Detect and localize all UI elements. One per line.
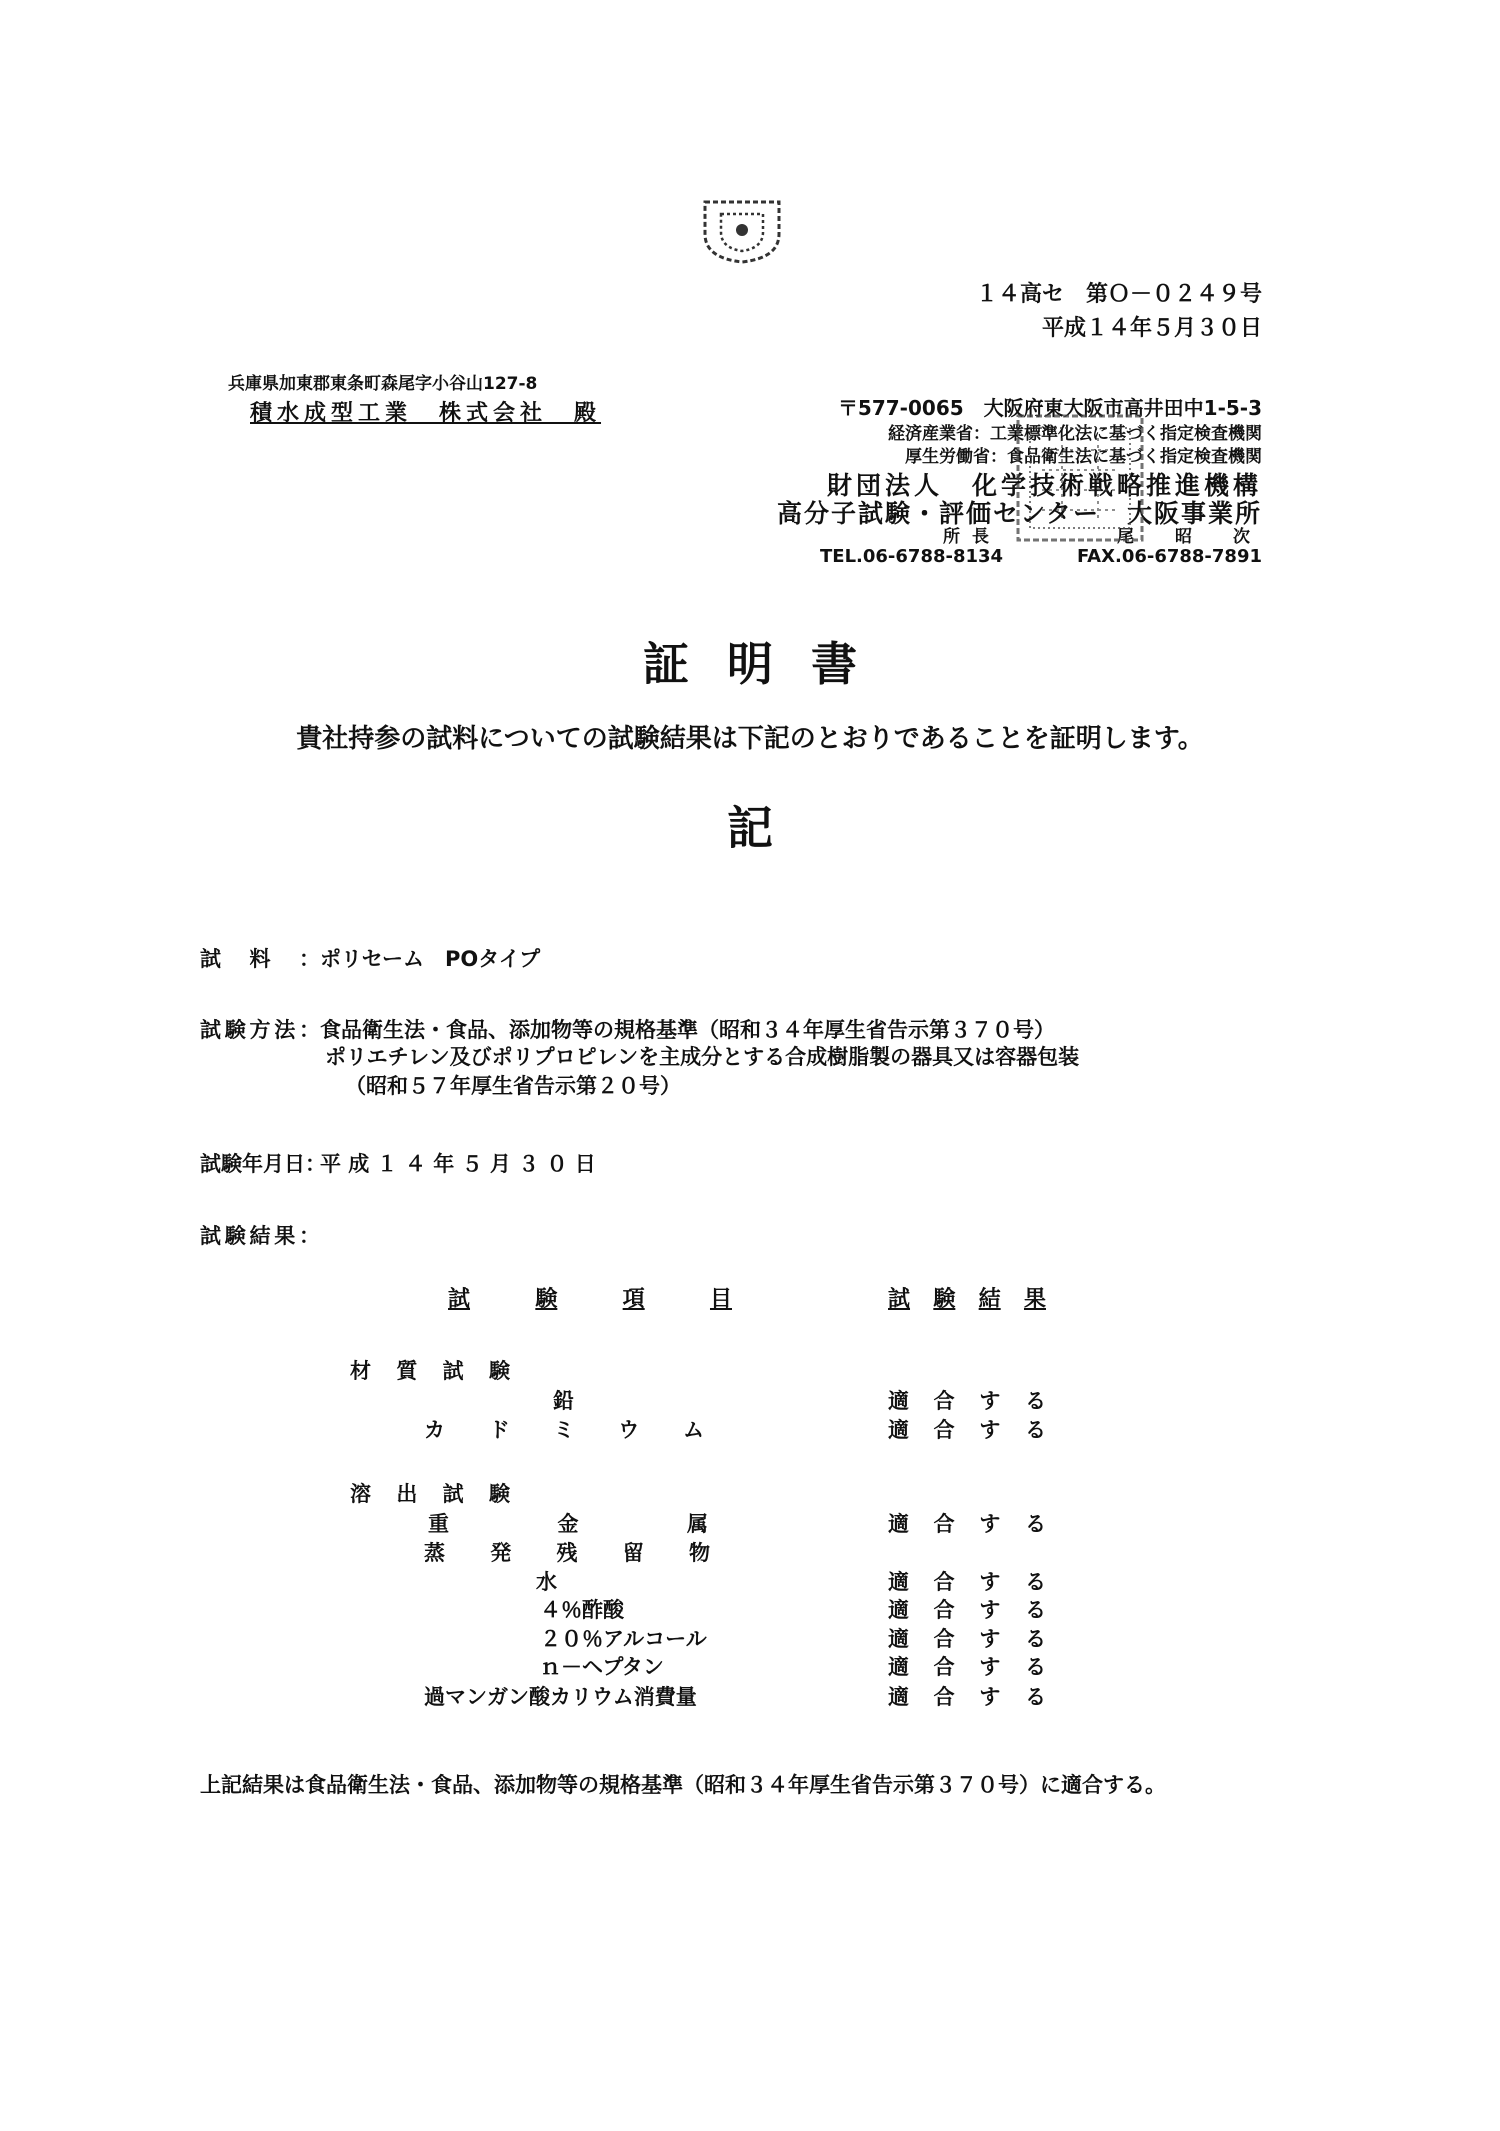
official-stamp-icon [1012,410,1148,546]
char: 果 [1023,1287,1046,1312]
item-lead: 鉛 [553,1389,574,1413]
char: る [1024,1685,1046,1709]
char: 適 [888,1418,909,1442]
item-alcohol: ２０％アルコール [540,1627,707,1651]
result-lead [888,1385,1046,1415]
char: 試 [442,1359,464,1383]
table-header-result [888,1282,1046,1313]
recipient-address: 兵庫県加東郡東条町森尾字小谷山127-8 [228,374,538,394]
char: 適 [888,1685,909,1709]
document-number-block [976,278,1262,346]
item-heptane: ｎ－ヘプタン [540,1655,664,1679]
char: 適 [888,1389,909,1413]
method-line-3: （昭和５７年厚生省告示第２０号） [345,1074,681,1098]
char: 試 [442,1482,464,1506]
issuer-organization: 財団法人 化学技術戦略推進機構 [826,471,1262,500]
document-title: 証明書 [643,637,895,691]
char: 目 [709,1287,732,1312]
issuer-director: 所長 尾 昭 次 [943,527,1262,547]
char: 属 [687,1512,708,1536]
category-elution-test [350,1478,510,1508]
char: ミ [553,1418,575,1442]
category-material-test [350,1355,510,1385]
item-cadmium [424,1414,704,1444]
char: 質 [396,1359,418,1383]
result-acetic-acid [888,1594,1046,1624]
item-water: 水 [536,1570,557,1594]
result-alcohol [888,1623,1046,1653]
char: す [979,1655,1001,1679]
char: 験 [535,1287,558,1312]
char: 験 [933,1287,956,1312]
results-label: 試験結果： [200,1224,320,1248]
method-line-2: ポリエチレン及びポリプロピレンを主成分とする合成樹脂製の器具又は容器包装 [325,1045,1080,1069]
char: 試 [888,1287,911,1312]
sample-label: 試料： [200,947,320,971]
char: ム [683,1418,704,1442]
seal-emblem-icon [697,196,787,266]
char: る [1024,1389,1046,1413]
char: 物 [689,1541,710,1565]
sample-value: ポリセーム POタイプ [320,947,541,971]
char: 適 [888,1570,909,1594]
char: す [979,1627,1001,1651]
char: す [979,1389,1001,1413]
char: 出 [396,1482,418,1506]
char: 合 [933,1685,955,1709]
test-date-label: 試験年月日： [200,1152,326,1176]
char: る [1024,1570,1046,1594]
char: す [979,1685,1001,1709]
char: 合 [933,1570,955,1594]
issuer-contact [820,546,1262,567]
char: 適 [888,1598,909,1622]
issuer-fax: FAX.06-6788-7891 [1076,546,1262,567]
record-heading: 記 [727,801,773,855]
item-acetic-acid: ４％酢酸 [540,1598,624,1622]
recipient-name: 積水成型工業 株式会社 殿 [250,401,602,426]
char: 残 [556,1541,578,1565]
char: ウ [618,1418,640,1442]
certification-statement: 貴社持参の試料についての試験結果は下記のとおりであることを証明します。 [296,724,1204,754]
char: す [979,1418,1001,1442]
char: 項 [622,1287,645,1312]
char: る [1024,1598,1046,1622]
char: る [1024,1512,1046,1536]
char: 合 [933,1598,955,1622]
sample-row [200,943,540,973]
char: 験 [488,1482,510,1506]
result-heptane [888,1651,1046,1681]
char: 合 [933,1418,955,1442]
char: 試 [448,1287,471,1312]
char: 験 [488,1359,510,1383]
document-number: １４高セ 第Ｏ－０２４９号 [975,282,1262,307]
char: 溶 [350,1482,371,1506]
item-kmno4-consumption: 過マンガン酸カリウム消費量 [424,1685,697,1709]
char: カ [424,1418,445,1442]
method-row [200,1014,1055,1044]
method-label: 試験方法： [200,1018,320,1042]
char: 発 [490,1541,512,1565]
char: 合 [933,1512,955,1536]
char: 適 [888,1512,909,1536]
test-date-value: 平 成 １ ４ 年 ５ 月 ３ ０ 日 [320,1152,596,1176]
item-evaporation-residue [424,1537,710,1567]
issuer-designation-2: 厚生労働省：食品衛生法に基づく指定検査機関 [905,447,1262,467]
char: 金 [557,1512,579,1536]
char: る [1024,1418,1046,1442]
char: 蒸 [424,1541,445,1565]
char: 留 [622,1541,644,1565]
char: 適 [888,1655,909,1679]
issue-date: 平成１４年５月３０日 [1041,316,1262,341]
char: 適 [888,1627,909,1651]
method-line-1: 食品衛生法・食品、添加物等の規格基準（昭和３４年厚生省告示第３７０号） [320,1018,1055,1042]
char: 重 [428,1512,449,1536]
result-water [888,1566,1046,1596]
test-date-row [200,1148,596,1178]
issuer-tel: TEL.06-6788-8134 [820,546,1004,567]
issuer-office: 高分子試験・評価センター 大阪事業所 [776,499,1262,528]
char: ド [488,1418,510,1442]
char: る [1024,1655,1046,1679]
results-row [200,1220,320,1250]
char: る [1024,1627,1046,1651]
item-heavy-metals [428,1508,708,1538]
result-cadmium [888,1414,1046,1444]
char: 合 [933,1627,955,1651]
issuer-designation-1: 経済産業省：工業標準化法に基づく指定検査機関 [888,424,1262,444]
issuer-postal-address: 〒577-0065 大阪府東大阪市高井田中1-5-3 [837,396,1262,420]
conclusion: 上記結果は食品衛生法・食品、添加物等の規格基準（昭和３４年厚生省告示第３７０号）に適合する。 [200,1773,1166,1797]
char: 合 [933,1389,955,1413]
char: 結 [978,1287,1001,1312]
result-heavy-metals [888,1508,1046,1538]
char: 合 [933,1655,955,1679]
char: 材 [350,1359,371,1383]
table-header-item [448,1282,732,1313]
result-kmno4-consumption [888,1681,1046,1711]
char: す [979,1512,1001,1536]
char: す [979,1598,1001,1622]
char: す [979,1570,1001,1594]
